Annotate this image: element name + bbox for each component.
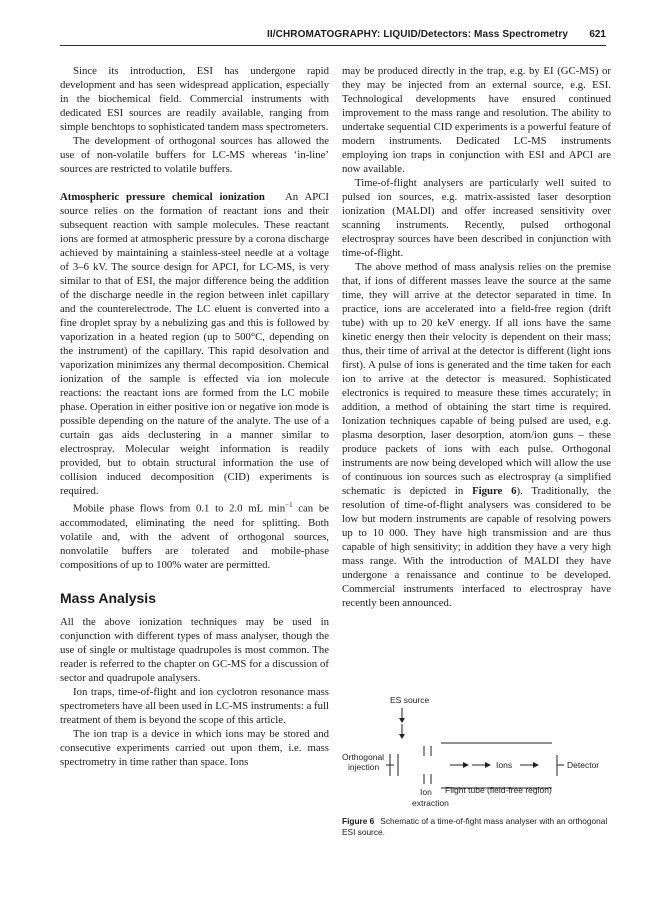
running-title: II/CHROMATOGRAPHY: LIQUID/Detectors: Mass Spectrometry bbox=[266, 29, 568, 40]
detector-label: Detector bbox=[567, 760, 600, 770]
tof-text-start: The above method of mass analysis relies on the premise that, if ions of different masses leave the source at the same time, they will arrive at the detector separated in time. In practice, ions are accelerated into a field-free region (drift tube) with up to 20 keV energy. If all ions have the same kinetic energy then their velocity is dependent on their mass; thus, their time of arrival at the detector is different (light ions first). A pulse of ions is generated and the time taken for each ion to arrive at the detector is measured. Sophisticated electronics is required to measure these times accurately; in addition, a method of obtaining the start time is required. Ionization techniques capable of being pulsed are used, e.g. plasma desorption, laser desorption, atom/ion guns – these produce packets of ions with each pulse. Orthogonal instruments are now being developed which will allow the use of continuous ion sources such as electrospray (a simplified schematic is depicted in bbox=[342, 261, 611, 497]
flight-tube-label: Flight tube (field-free region) bbox=[445, 785, 552, 795]
caption-label: Figure 6 bbox=[342, 816, 375, 826]
paragraph bbox=[342, 260, 611, 610]
down-arrow-icon bbox=[399, 708, 405, 739]
right-column bbox=[342, 64, 611, 610]
es-source-label: ES source bbox=[390, 695, 430, 705]
flow-text-end: can be accommodated, eliminating the need for splitting. Both volatile and, with the advent of orthogonal sources, nonvolatile buffers are tolerated and mobile-phase compositions of up to 100% water are permitted. bbox=[60, 502, 329, 571]
figure-reference: Figure 6 bbox=[472, 485, 517, 497]
apci-paragraph bbox=[60, 190, 329, 498]
caption-text: Schematic of a time-of-fight mass analyser with an orthogonal ESI source. bbox=[342, 816, 608, 837]
flow-text-start: Mobile phase flows from 0.1 to 2.0 mL min bbox=[73, 502, 286, 515]
paragraph bbox=[60, 498, 329, 572]
ion-label: Ion bbox=[420, 787, 432, 797]
running-header bbox=[60, 27, 606, 46]
extraction-label: extraction bbox=[412, 798, 449, 808]
paragraph: All the above ionization techniques may be used in conjunction with different types of mass analyser, though the use of single or multistage quadrupoles is most common. The reader is referred to the chapter on GC-MS for a discussion of sector and quadrupole analysers. bbox=[60, 615, 329, 684]
orthogonal-label: Orthogonal bbox=[342, 752, 385, 762]
injection-label: injection bbox=[348, 762, 380, 772]
ions-label: Ions bbox=[496, 760, 513, 770]
ion-path-arrows-icon bbox=[450, 762, 539, 768]
figure-caption bbox=[342, 816, 612, 838]
paragraph: The ion trap is a device in which ions may be stored and consecutive experiments carried out upon them, i.e. mass spectrometry in time rather than space. Ions bbox=[60, 727, 329, 768]
page-number: 621 bbox=[589, 29, 606, 40]
tof-text-end: ). Traditionally, the resolution of time-of-flight analysers was considered to be low but modern instruments are capable of resolving powers up to 10 000. They have high transmission and are thus capable of high sensitivity; in addition they have a very high mass range. With the introduction of MALDI they have undergone a renaissance and continue to be developed. Commercial instruments interfaced to electrospray have recently been announced. bbox=[342, 485, 611, 609]
left-column bbox=[60, 64, 329, 769]
paragraph: The development of orthogonal sources has allowed the use of non-volatile buffers for LC-MS whereas ‘in-line’ sources are restricted to volatile buffers. bbox=[60, 135, 329, 175]
apci-heading: Atmospheric pressure chemical ionization bbox=[60, 191, 265, 203]
paragraph: Time-of-flight analysers are particularly well suited to pulsed ion sources, e.g. matrix-assisted laser desorption ionization (MALDI) and offer increased sensitivity over scanning instruments. Recently, pulsed orthogonal electrospray sources have been described in conjunction with time-of-flight. bbox=[342, 177, 611, 259]
orthogonal-plates bbox=[386, 754, 398, 776]
section-heading: Mass Analysis bbox=[60, 589, 156, 606]
detector-plate bbox=[557, 755, 564, 776]
paragraph: Ion traps, time-of-flight and ion cyclotron resonance mass spectrometers have all been used in LC-MS instruments: a full treatment of them is beyond the scope of this article. bbox=[60, 685, 329, 726]
paragraph: Since its introduction, ESI has undergone rapid development and has seen widespread application, especially in the biochemical field. Commercial instruments with dedicated ESI sources are readily available, ranging from simple benchtops to sophisticated tandem mass spectrometers. bbox=[60, 65, 329, 133]
extraction-grids bbox=[424, 746, 431, 784]
flow-unit-exponent: −1 bbox=[285, 501, 293, 509]
tof-schematic bbox=[342, 692, 612, 812]
paragraph: may be produced directly in the trap, e.g. by EI (GC-MS) or they may be injected from an external source, e.g. ESI. Technological developments have ensured continued improvement to the mass range and resolution. The ability to undertake sequential CID experiments is a powerful feature of modern instruments. Dedicated LC-MS instruments employing ion traps in conjunction with ESI and APCI are now available. bbox=[342, 65, 611, 175]
figure-6-schematic bbox=[342, 692, 612, 812]
apci-text: An APCI source relies on the formation of reactant ions and their subsequent reaction with sample molecules. These reactant ions are formed at atmospheric pressure by a corona discharge achieved by maintaining a stainless-steel needle at a voltage of 3–6 kV. The source design for APCI, for LC-MS, is very similar to that of ESI, the major difference being the addition of the discharge needle in the region between inlet capillary and the counterelectrode. The LC eluent is converted into a fine droplet spray by a nebulizing gas and this is followed by vaporization in a heated region (up to 500°C, depending on the instrument) of the capillary. This rapid desolvation and vaporization minimizes any thermal decomposition. Chemical ionization of the sample is effected via ion molecule reactions: the reactant ions are formed from the LC mobile phase. Operation in either positive ion or negative ion mode is possible depending on the nature of the analyte. The use of a curtain gas aids declustering in a manner similar to electrospray. Molecular weight information is readily provided, but to obtain structural information the use of collision induced decomposition (CID) experiments is required. bbox=[60, 191, 329, 497]
